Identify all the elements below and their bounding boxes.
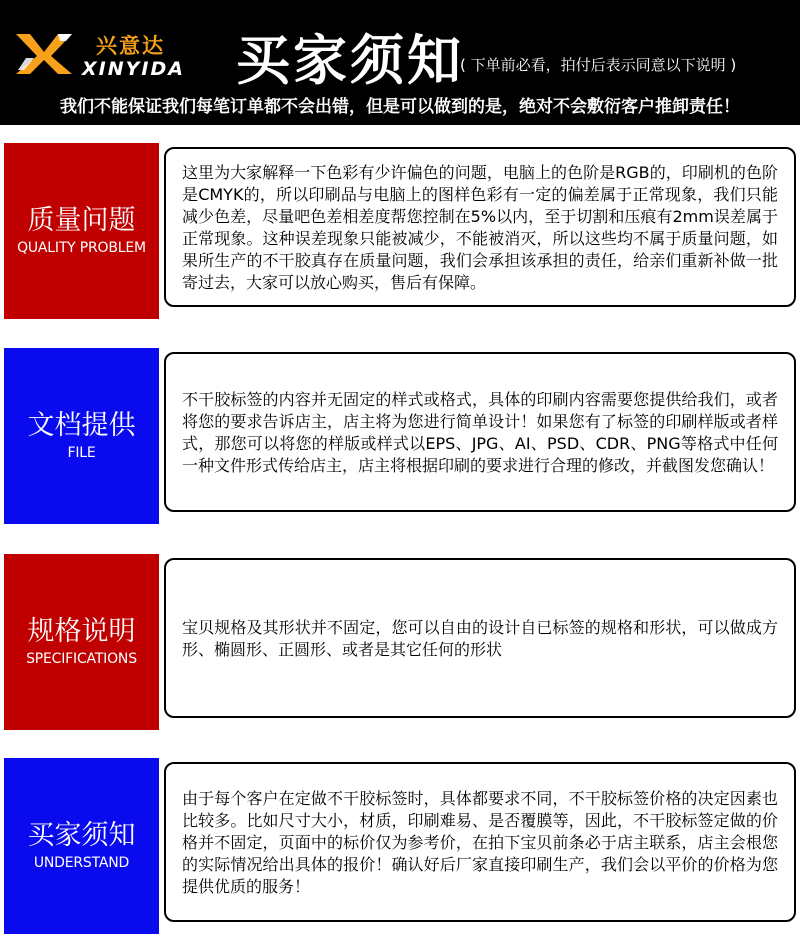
section-label-en: SPECIFICATIONS	[26, 651, 137, 667]
section-label	[4, 758, 159, 934]
brand-logo	[14, 28, 189, 84]
section-label	[4, 348, 159, 524]
section-label-en: UNDERSTAND	[33, 855, 130, 871]
section-text-box	[164, 762, 796, 922]
section-label-cn: 文档提供	[27, 410, 136, 441]
section-label-cn: 买家须知	[27, 820, 136, 851]
section-text: 这里为大家解释一下色彩有少许偏色的问题，电脑上的色阶是RGB的，印刷机的色阶是CMYK的，所以印刷品与电脑上的图样色彩有一定的偏差属于正常现象，我们只能减少色差，尽量吧色差相差度帮您控制在5%以内，至于切割和压痕有2mm误差属于正常现象。这种误差现象只能被减少，不能被消灭，所以这些均不属于质量问题，如果所生产的不干胶真存在质量问题，我们会承担该承担的责任，给亲们重新补做一批寄过去，大家可以放心购买，售后有保障。	[182, 163, 778, 292]
section-text: 宝贝规格及其形状并不固定，您可以自由的设计自已标签的规格和形状，可以做成方形、椭圆形、正圆形、或者是其它任何的形状	[182, 618, 778, 659]
section-label-cn: 规格说明	[27, 616, 136, 647]
section-text-box	[164, 352, 796, 512]
guarantee-notice: 我们不能保证我们每笔订单都不会出错，但是可以做到的是，绝对不会敷衍客户推卸责任！	[60, 97, 740, 117]
page-subtitle: ( 下单前必看，拍付后表示同意以下说明 )	[460, 56, 737, 74]
logo-chinese-name: 兴意达	[96, 34, 165, 58]
section-text: 不干胶标签的内容并无固定的样式或格式，具体的印刷内容需要您提供给我们，或者将您的要求告诉店主，店主将为您进行简单设计！如果您有了标签的印刷样版或者样式，那您可以将您的样版或样式以EPS、JPG、AI、PSD、CDR、PNG等格式中任何一种文件形式传给店主，店主将根据印刷的要求进行合理的修改，并截图发您确认！	[182, 390, 778, 475]
section-text-box	[164, 147, 796, 307]
logo-english-name: XINYIDA	[82, 58, 185, 80]
page-title: 买家须知	[236, 29, 464, 92]
section-label	[4, 554, 159, 730]
section-label-en: QUALITY PROBLEM	[17, 240, 146, 256]
section-label-cn: 质量问题	[27, 205, 136, 236]
section-text-box	[164, 558, 796, 718]
xinyida-x-logo-icon	[14, 32, 76, 76]
section-text: 由于每个客户在定做不干胶标签时，具体都要求不同，不干胶标签价格的决定因素也比较多。比如尺寸大小，材质，印刷难易、是否覆膜等，因此，不干胶标签定做的价格并不固定，页面中的标价仅为参考价，在拍下宝贝前条必于店主联系，店主会根您的实际情况给出具体的报价！确认好后厂家直接印刷生产，我们会以平价的价格为您提供优质的服务！	[182, 789, 778, 896]
section-label-en: FILE	[67, 445, 96, 461]
section-label	[4, 143, 159, 319]
header-banner	[0, 0, 800, 125]
